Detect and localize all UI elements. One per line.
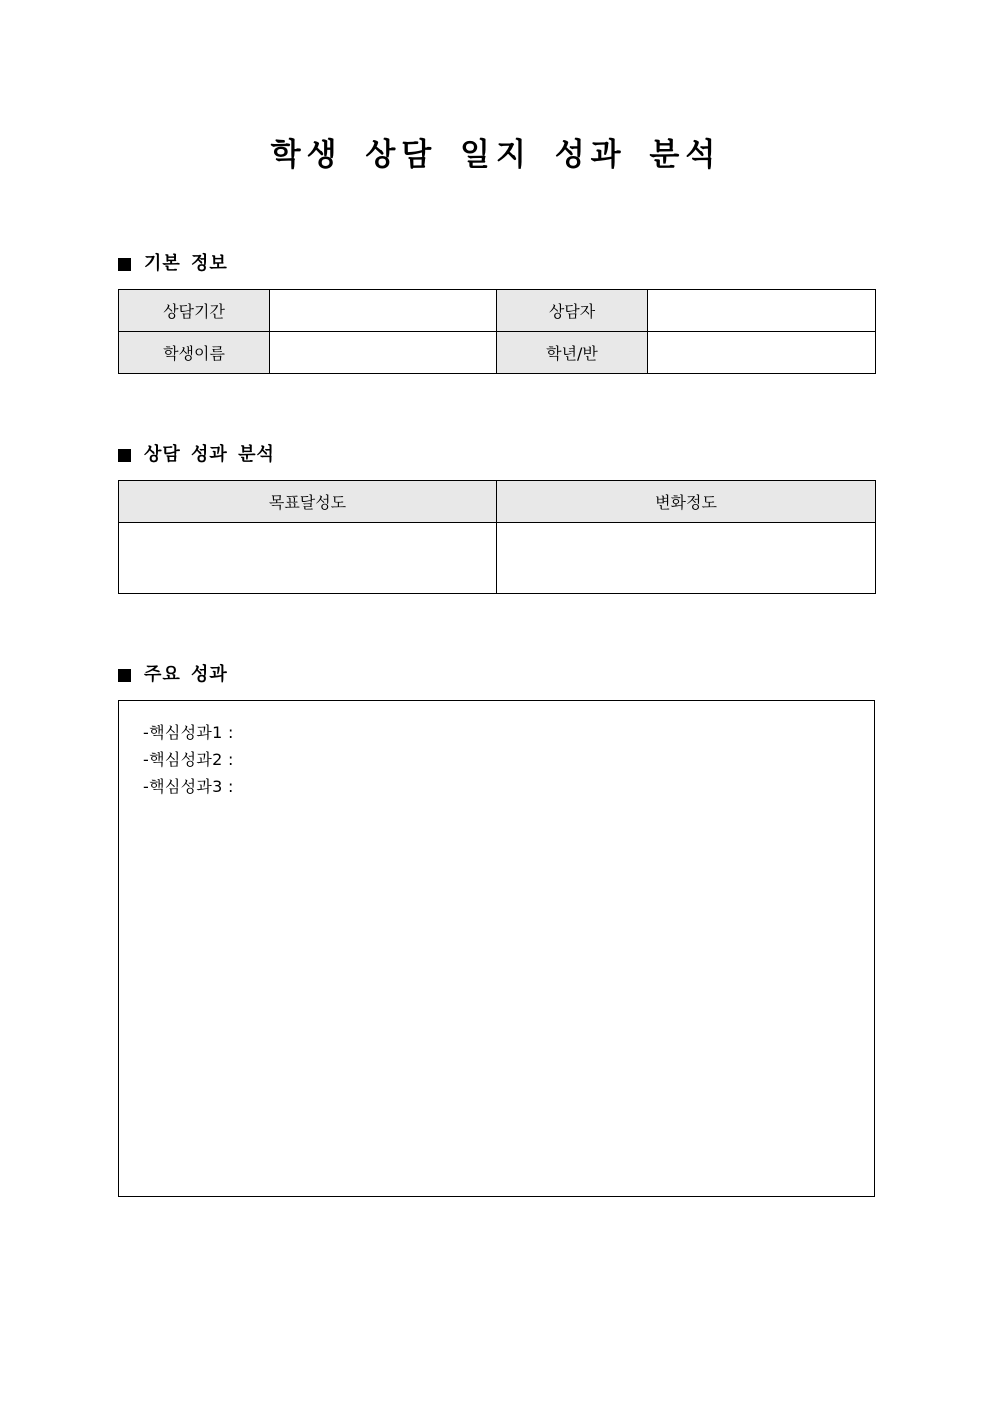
table-row xyxy=(119,481,876,523)
analysis-heading-label: 상담 성과 분석 xyxy=(144,444,275,465)
degree-of-change-header: 변화정도 xyxy=(497,481,876,523)
list-item: -핵심성과3 : xyxy=(143,777,234,796)
counselor-label: 상담자 xyxy=(497,290,648,332)
analysis-heading xyxy=(118,443,275,467)
key-results-heading xyxy=(118,663,228,687)
square-bullet-icon xyxy=(118,669,131,682)
square-bullet-icon xyxy=(118,258,131,271)
goal-achievement-header: 목표달성도 xyxy=(119,481,497,523)
student-name-field[interactable] xyxy=(270,332,497,374)
basic-info-table xyxy=(118,289,876,374)
degree-of-change-field[interactable] xyxy=(497,523,876,594)
key-results-heading-label: 주요 성과 xyxy=(144,664,228,685)
basic-info-heading xyxy=(118,252,228,276)
basic-info-heading-label: 기본 정보 xyxy=(144,253,228,274)
grade-class-field[interactable] xyxy=(648,332,876,374)
student-name-label: 학생이름 xyxy=(119,332,270,374)
counseling-period-field[interactable] xyxy=(270,290,497,332)
list-item: -핵심성과2 : xyxy=(143,750,234,769)
table-row xyxy=(119,523,876,594)
key-results-list xyxy=(119,701,874,800)
key-results-box[interactable] xyxy=(118,700,875,1197)
analysis-table xyxy=(118,480,876,594)
table-row xyxy=(119,290,876,332)
page-title: 학생 상담 일지 성과 분석 xyxy=(270,137,722,173)
list-item: -핵심성과1 : xyxy=(143,723,234,742)
goal-achievement-field[interactable] xyxy=(119,523,497,594)
counselor-field[interactable] xyxy=(648,290,876,332)
table-row xyxy=(119,332,876,374)
counseling-period-label: 상담기간 xyxy=(119,290,270,332)
square-bullet-icon xyxy=(118,449,131,462)
grade-class-label: 학년/반 xyxy=(497,332,648,374)
